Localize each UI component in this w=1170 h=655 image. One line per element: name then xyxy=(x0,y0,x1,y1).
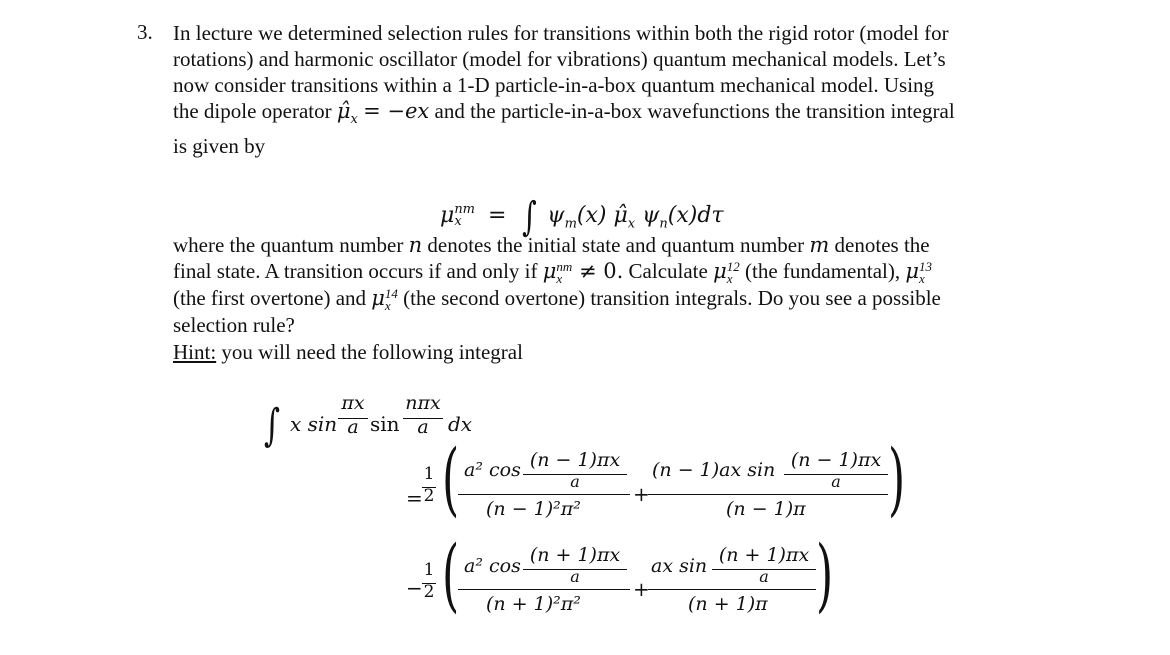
fraction-sin-arg xyxy=(712,544,816,586)
text-segment: (the second overtone) transition integrals. Do you see a possible xyxy=(397,286,941,311)
subscript: x xyxy=(627,216,636,232)
text-segment: where the quantum number xyxy=(173,233,409,257)
a2-cos: a² cos xyxy=(464,555,521,577)
right-paren: ) xyxy=(816,528,834,621)
neq-zero: ≠ 0. xyxy=(572,259,624,283)
sin: sin xyxy=(370,412,400,436)
subscript: x xyxy=(919,271,925,287)
paragraph-line: In lecture we determined selection rules for transitions within both the rigid rotor (model for xyxy=(173,21,949,45)
superscript: 13 xyxy=(919,259,933,275)
denominator: a xyxy=(347,416,359,438)
hint-text: you will need the following integral xyxy=(216,340,523,364)
plus-sign: + xyxy=(633,482,650,506)
text-segment: Calculate xyxy=(623,259,714,283)
dx: dx xyxy=(448,412,473,436)
main-fraction-line xyxy=(458,494,630,495)
subscript: n xyxy=(659,216,668,232)
fraction-line xyxy=(523,569,627,570)
integral-sign: ∫ xyxy=(522,194,538,240)
numerator: (n − 1)πx xyxy=(529,449,621,471)
fraction-line xyxy=(784,474,888,475)
denominator: (n + 1)²π² xyxy=(486,593,581,615)
text-segment: (the first overtone) and xyxy=(173,286,372,311)
mu-operator: μ̂ xyxy=(613,203,628,228)
paragraph-line: rotations) and harmonic oscillator (model for vibrations) quantum mechanical models. Let’s xyxy=(173,47,946,71)
ax-sin: ax sin xyxy=(651,555,708,577)
equals-sign: = xyxy=(406,486,423,510)
fraction-line xyxy=(422,487,436,488)
subscript: x xyxy=(454,214,462,229)
superscript: 12 xyxy=(726,259,740,275)
dipole-operator: $\mû_x$ xyxy=(336,99,358,128)
problem-number: 3. xyxy=(137,20,153,44)
fraction-pix-over-a xyxy=(338,392,368,438)
main-fraction-line xyxy=(458,589,630,590)
denominator: a xyxy=(759,567,769,586)
denominator: a xyxy=(831,472,841,491)
a2-cos: a² cos xyxy=(464,459,521,481)
fraction-line xyxy=(422,583,436,584)
numerator: (n + 1)πx xyxy=(529,544,621,566)
mu-symbol: μ xyxy=(713,259,727,283)
mu-symbol: μ xyxy=(542,259,557,283)
numerator: 1 xyxy=(423,464,435,484)
denominator: a xyxy=(570,472,580,491)
fraction-cos-arg xyxy=(523,449,627,491)
fraction-line xyxy=(523,474,627,475)
text-segment: and the particle-in-a-box wavefunctions the transition integral xyxy=(429,99,955,123)
fraction-sin-arg xyxy=(784,449,888,491)
fraction-line xyxy=(403,418,443,419)
integral-sign: ∫ xyxy=(264,400,281,451)
denominator: a xyxy=(570,567,580,586)
fraction-line xyxy=(712,569,816,570)
left-paren: ( xyxy=(442,432,460,525)
denominator: 2 xyxy=(423,486,435,506)
fraction-one-half xyxy=(422,464,436,506)
fraction-one-half xyxy=(422,560,436,602)
psi-symbol: ψ xyxy=(642,203,660,228)
numerator: 1 xyxy=(423,560,435,580)
paragraph-line: now consider transitions within a 1-D particle-in-a-box quantum mechanical model. Using xyxy=(173,73,935,97)
argument: (x) xyxy=(576,203,607,228)
text-segment: denotes the initial state and quantum number xyxy=(422,233,810,257)
math-var: n xyxy=(408,233,423,257)
dipole-equation: = −ex xyxy=(363,99,430,123)
main-fraction-line xyxy=(648,494,888,495)
main-fraction-line xyxy=(648,589,816,590)
numerator: πx xyxy=(341,392,365,414)
denominator: (n − 1)²π² xyxy=(486,498,581,520)
subscript: x xyxy=(384,298,391,314)
mu-symbol: μ xyxy=(905,259,920,283)
paragraph-line: selection rule? xyxy=(173,313,295,338)
psi-symbol: ψ xyxy=(547,203,565,228)
argument: (x)dτ xyxy=(667,203,724,228)
right-paren: ) xyxy=(888,432,906,525)
plus-sign: + xyxy=(633,577,650,601)
subscript: x xyxy=(726,271,733,287)
hint-label: Hint: xyxy=(173,340,217,364)
text-segment: denotes the xyxy=(829,233,930,257)
text-segment: (the fundamental), xyxy=(739,259,906,283)
numerator: (n + 1)πx xyxy=(718,544,810,566)
n-1-ax-sin: (n − 1)ax sin xyxy=(652,459,776,481)
subscript: x xyxy=(556,271,563,287)
math-var: m xyxy=(809,233,830,257)
text-segment: final state. A transition occurs if and only if xyxy=(173,259,543,283)
mu-symbol: μ xyxy=(440,203,455,228)
fraction-line xyxy=(338,418,368,419)
subscript: x xyxy=(350,112,358,128)
fraction-cos-arg xyxy=(523,544,627,586)
denominator: 2 xyxy=(423,582,435,602)
equals-sign: = xyxy=(488,203,507,228)
left-paren: ( xyxy=(442,528,460,621)
subscript: m xyxy=(564,216,577,232)
denominator: a xyxy=(417,416,429,438)
paragraph-line: is given by xyxy=(173,134,266,159)
x-sin: x sin xyxy=(290,412,338,436)
numerator: nπx xyxy=(405,392,441,414)
superscript: nm xyxy=(556,259,573,275)
superscript: 14 xyxy=(384,286,398,302)
denominator: (n + 1)π xyxy=(688,593,768,615)
fraction-npix-over-a xyxy=(403,392,443,438)
denominator: (n − 1)π xyxy=(726,498,806,520)
numerator: (n − 1)πx xyxy=(790,449,882,471)
text-segment: the dipole operator xyxy=(173,99,337,123)
superscript: nm xyxy=(454,202,476,217)
minus-sign: − xyxy=(406,576,423,600)
mu-symbol: μ xyxy=(371,286,385,311)
